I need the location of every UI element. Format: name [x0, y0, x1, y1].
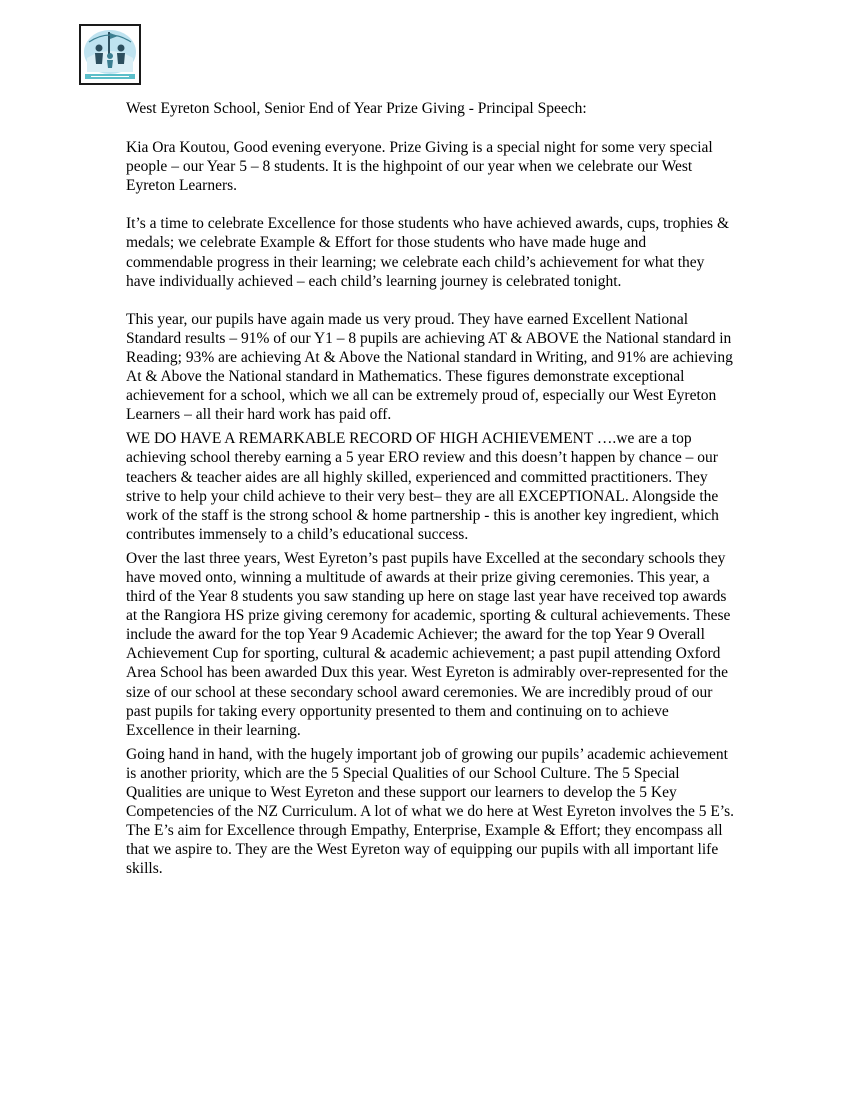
paragraph-past-pupils: Over the last three years, West Eyreton’s past pupils have Excelled at the secondary schools they have moved onto, winning a multitude of awards at their prize giving ceremonies. This year, a third of the Year 8 students you saw standing up here on stage last year have received top awards at the Rangiora HS prize giving ceremony for academic, sporting & cultural achievements. These include the award for the top Year 9 Academic Achiever; the award for the top Year 9 Overall Achievement Cup for sporting, cultural & academic achievement; a past pupil attending Oxford Area School has been awarded Dux this year. West Eyreton is admirably over-represented for the size of our school at these secondary school award ceremonies. We are incredibly proud of our past pupils for taking every opportunity presented to them and continuing on to achieve Excellence in their learning.: [126, 549, 731, 739]
school-crest-icon: [81, 26, 139, 83]
paragraph-high-achievement: WE DO HAVE A REMARKABLE RECORD OF HIGH ACHIEVEMENT ….we are a top achieving school thereby earning a 5 year ERO review and this doesn’t happen by chance – our teachers & teacher aides are all highly skilled, experienced and committed practitioners. They strive to help your child achieve to their very best– they are all EXCEPTIONAL. Alongside the work of the staff is the strong school & home partnership - this is another key ingredient, which contributes immensely to a child’s educational success.: [126, 430, 719, 543]
paragraph-national-standards: This year, our pupils have again made us very proud. They have earned Excellent National Standard results – 91% of our Y1 – 8 pupils are achieving AT & ABOVE the National standard in Reading; 93% are achieving At & Above the National standard in Writing, and 91% are achieving At & Above the National standard in Mathematics. These figures demonstrate exceptional achievement for a school, which we all can be extremely proud of, especially our West Eyreton Learners – all their hard work has paid off.: [126, 310, 733, 424]
speech-title: West Eyreton School, Senior End of Year Prize Giving - Principal Speech:: [126, 100, 587, 117]
paragraph-special-qualities: Going hand in hand, with the hugely important job of growing our pupils’ academic achievement is another priority, which are the 5 Special Qualities of our School Culture. The 5 Special Qualities are unique to West Eyreton and these support our learners to develop the 5 Key Competencies of the NZ Curriculum. A lot of what we do here at West Eyreton involves the 5 E’s. The E’s aim for Excellence through Empathy, Enterprise, Example & Effort; they encompass all that we aspire to. They are the West Eyreton way of equipping our pupils with all important life skills.: [126, 745, 735, 878]
paragraph-celebration: It’s a time to celebrate Excellence for those students who have achieved awards, cups, trophies & medals; we celebrate Example & Effort for those students who have made huge and commendable progress in their learning; we celebrate each child’s achievement for what they have individually achieved – each child’s learning journey is celebrated tonight.: [126, 215, 729, 290]
speech-document: [126, 99, 736, 883]
school-logo: [79, 24, 141, 85]
paragraph-greeting: Kia Ora Koutou, Good evening everyone. Prize Giving is a special night for some very special people – our Year 5 – 8 students. It is the highpoint of our year when we celebrate our West Eyreton Learners.: [126, 139, 713, 195]
